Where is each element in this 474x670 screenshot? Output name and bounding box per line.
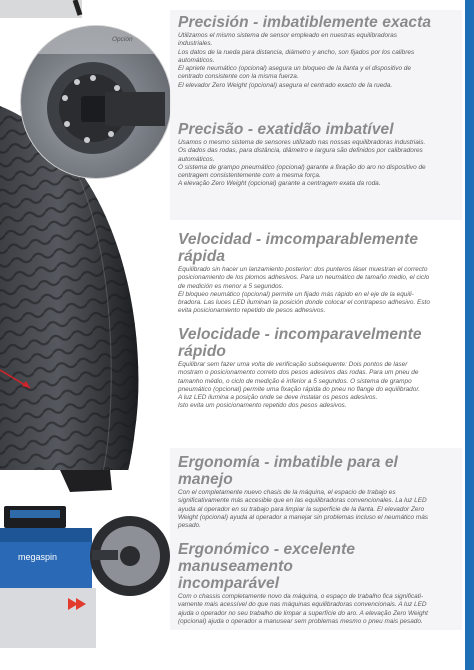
body-speed-es: [178, 266, 456, 316]
text-line: automáticos.: [178, 155, 215, 163]
heading-ergonomics-es: Ergonomía - imbatible para el manejo: [178, 454, 398, 488]
text-line: ajuda o operador no seu trabalho de limpar a superfície do aro. A elevação Zero Weight: [178, 609, 428, 617]
text-line: tamanho médio, o ciclo de medição é inferior a 5 segundos. O sistema de grampo: [178, 377, 412, 385]
heading-speed-es: Velocidad - imcomparablemente rápida: [178, 231, 419, 265]
precision-section: [170, 10, 462, 220]
text-line: El bloqueo neumático (opcional) permite un fijado más rápido en el eje de la equili-: [178, 290, 414, 298]
text-line: Os dados das rodas, para distância, diâmetro e largura são definidos por calibradores: [178, 147, 423, 155]
body-speed-pt: [178, 361, 456, 411]
text-line: Los datos de la rueda para distancia, diámetro y ancho, son fijados por los calibres: [178, 48, 415, 56]
speed-pt-block: [178, 326, 456, 411]
body-ergonomics-pt: [178, 593, 456, 626]
text-line: Weight (opcional) ayuda al operador a manejar sin problemas incluso el neumático más: [178, 513, 429, 521]
body-precision-es: [178, 32, 456, 90]
ergonomics-es-block: [178, 454, 456, 530]
text-line: O sistema de grampo pneumático (opcional) garante a fixação do aro no dispositivo de: [178, 163, 426, 171]
option-label: Opción: [112, 36, 133, 43]
speed-section: [170, 227, 462, 435]
text-line: A luz LED ilumina a posição onde se deve instalar os pesos adesivos.: [178, 394, 378, 401]
heading-speed-pt: Velocidade - incomparavelmente: [178, 326, 422, 343]
text-line: mostram o posicionamento correto dos pesos adesivos das rodas. Para um pneu de: [178, 369, 419, 377]
text-line: pesado.: [178, 522, 201, 529]
text-line: automáticos.: [178, 56, 215, 64]
heading-precision-pt: Precisão - exatidão imbatível: [178, 121, 394, 138]
heading-precision-es: Precisión - imbatiblemente exacta: [178, 14, 432, 31]
text-line: Isto evita um posicionamento repetido dos pesos adesivos.: [178, 402, 347, 410]
ergonomics-section: [170, 448, 462, 630]
text-line: Con el completamente nuevo chasis de la máquina, el espacio de trabajo es: [178, 489, 396, 496]
wheel-hub-photo: [20, 25, 172, 179]
text-line: Equilibrado sin hacer un lanzamiento posterior: dos punteros láser muestran el correcto: [178, 266, 428, 273]
machine-brand-label: megaspin: [18, 552, 58, 562]
text-line: centragem consistentemente com a mesma força.: [178, 172, 321, 179]
text-line: vamente mais acessível do que nas máquinas equilibradoras convencionais. A luz LED: [178, 601, 427, 609]
text-line: Com o chassis completamente novo da máquina, o espaço de trabalho fica significati-: [178, 593, 424, 600]
text-line: de medición es menor a 5 segundos.: [178, 282, 284, 290]
text-line: significativamente más accesible que en las equilibradoras convencionales. La luz LED: [178, 497, 427, 505]
text-line: Equilibrar sem fazer uma volta de verificação subsequente: Dois pontos de laser: [178, 361, 408, 368]
precision-es-block: [178, 14, 456, 90]
text-line: pneumático (opcional) permite uma fixação rápida do pneu no flange do equilibrador.: [178, 385, 421, 393]
heading-ergonomics-pt-line2: incomparável: [178, 575, 280, 592]
body-ergonomics-es: [178, 489, 456, 530]
text-line: centrado consistente con la misma fuerza.: [178, 73, 299, 81]
text-line: El elevador Zero Weight (opcional) asegura el centrado exacto de la rueda.: [178, 81, 393, 89]
text-line: (opcional) ajuda o operador a manusear sem problemas mesmo o pneu mais pesado.: [178, 617, 423, 625]
text-line: evita posicionamiento repetido de pesos adhesivos.: [178, 307, 326, 315]
text-line: industriales.: [178, 40, 213, 48]
heading-speed-pt-line2: rápido: [178, 343, 226, 360]
precision-pt-block: [178, 121, 456, 189]
text-line: El apriete neumático (opcional) asegura un bloqueo de la llanta y el dispositivo de: [178, 65, 411, 72]
balancing-machine-illustration: [0, 470, 170, 670]
text-line: bradora. Las luces LED iluminan la posición donde colocar el contrapeso adhesivo. Esto: [178, 299, 430, 306]
accent-side-bar: [465, 0, 474, 670]
text-line: posicionamiento de los plomos adhesivos. Para un neumático de tamaño medio, el ciclo: [178, 274, 430, 282]
heading-ergonomics-pt: Ergonómico - excelente manuseamento: [178, 541, 356, 575]
ergonomics-pt-block: [178, 541, 456, 626]
text-line: Usamos o mesmo sistema de sensores utilizado nas nossas equilibradoras industriais.: [178, 139, 426, 146]
text-line: Utilizamos el mismo sistema de sensor empleado en nuestras equilibradoras: [178, 32, 397, 39]
text-line: ayuda al operador en su trabajo para limpiar la superficie de la llanta. El elevador Zero: [178, 505, 425, 513]
text-line: A elevação Zero Weight (opcional) garante a centragem exata da roda.: [178, 180, 381, 188]
body-precision-pt: [178, 139, 456, 189]
speed-es-block: [178, 231, 456, 316]
